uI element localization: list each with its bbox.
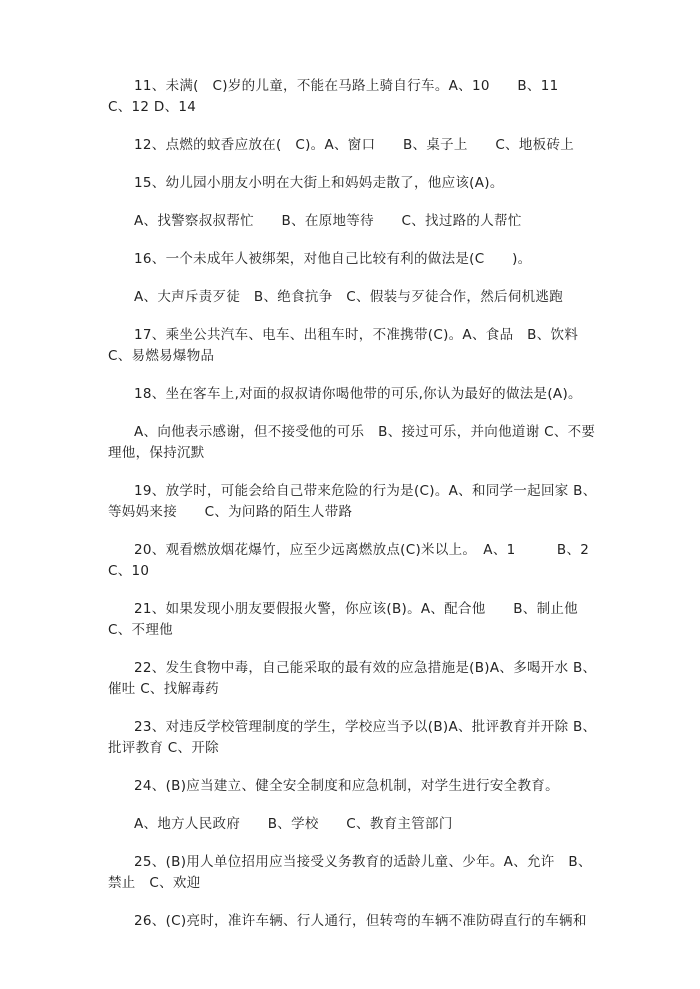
question-19: 19、放学时，可能会给自己带来危险的行为是(C)。A、和同学一起回家 B、等妈妈来接 C、为问路的陌生人带路	[108, 483, 597, 520]
question-26: 26、(C)亮时，准许车辆、行人通行，但转弯的车辆不准防碍直行的车辆和	[134, 913, 587, 929]
question-18-options: A、向他表示感谢，但不接受他的可乐 B、接过可乐，并向他道谢 C、不要理他，保持沉默	[108, 424, 596, 461]
question-15: 15、幼儿园小朋友小明在大街上和妈妈走散了，他应该(A)。	[134, 175, 504, 191]
question-16-options: A、大声斥责歹徒 B、绝食抗争 C、假装与歹徒合作，然后伺机逃跑	[134, 289, 564, 305]
question-17: 17、乘坐公共汽车、电车、出租车时，不准携带(C)。A、食品 B、饮料 C、易燃易爆物品	[108, 327, 583, 364]
question-16: 16、一个未成年人被绑架，对他自己比较有利的做法是(C )。	[134, 251, 532, 267]
question-18: 18、坐在客车上,对面的叔叔请你喝他带的可乐,你认为最好的做法是(A)。	[134, 386, 582, 402]
question-24: 24、(B)应当建立、健全安全制度和应急机制，对学生进行安全教育。	[134, 778, 559, 794]
question-24-options: A、地方人民政府 B、学校 C、教育主管部门	[134, 816, 453, 832]
question-20: 20、观看燃放烟花爆竹，应至少远离燃放点(C)米以上。 A、1 B、2 C、10	[108, 542, 594, 579]
question-23: 23、对违反学校管理制度的学生，学校应当予以(B)A、批评教育并开除 B、批评教育 C、开除	[108, 719, 597, 756]
question-25: 25、(B)用人单位招用应当接受义务教育的适龄儿童、少年。A、允许 B、禁止 C、欢迎	[108, 854, 592, 891]
question-21: 21、如果发现小朋友要假报火警，你应该(B)。A、配合他 B、制止他 C、不理他	[108, 601, 583, 638]
question-11: 11、未满( C)岁的儿童，不能在马路上骑自行车。A、10 B、11 C、12 D、14	[108, 78, 587, 115]
question-15-options: A、找警察叔叔帮忙 B、在原地等待 C、找过路的人帮忙	[134, 213, 522, 229]
question-12: 12、点燃的蚊香应放在( C)。A、窗口 B、桌子上 C、地板砖上	[134, 137, 575, 153]
question-22: 22、发生食物中毒，自己能采取的最有效的应急措施是(B)A、多喝开水 B、催吐 C、找解毒药	[108, 660, 597, 697]
